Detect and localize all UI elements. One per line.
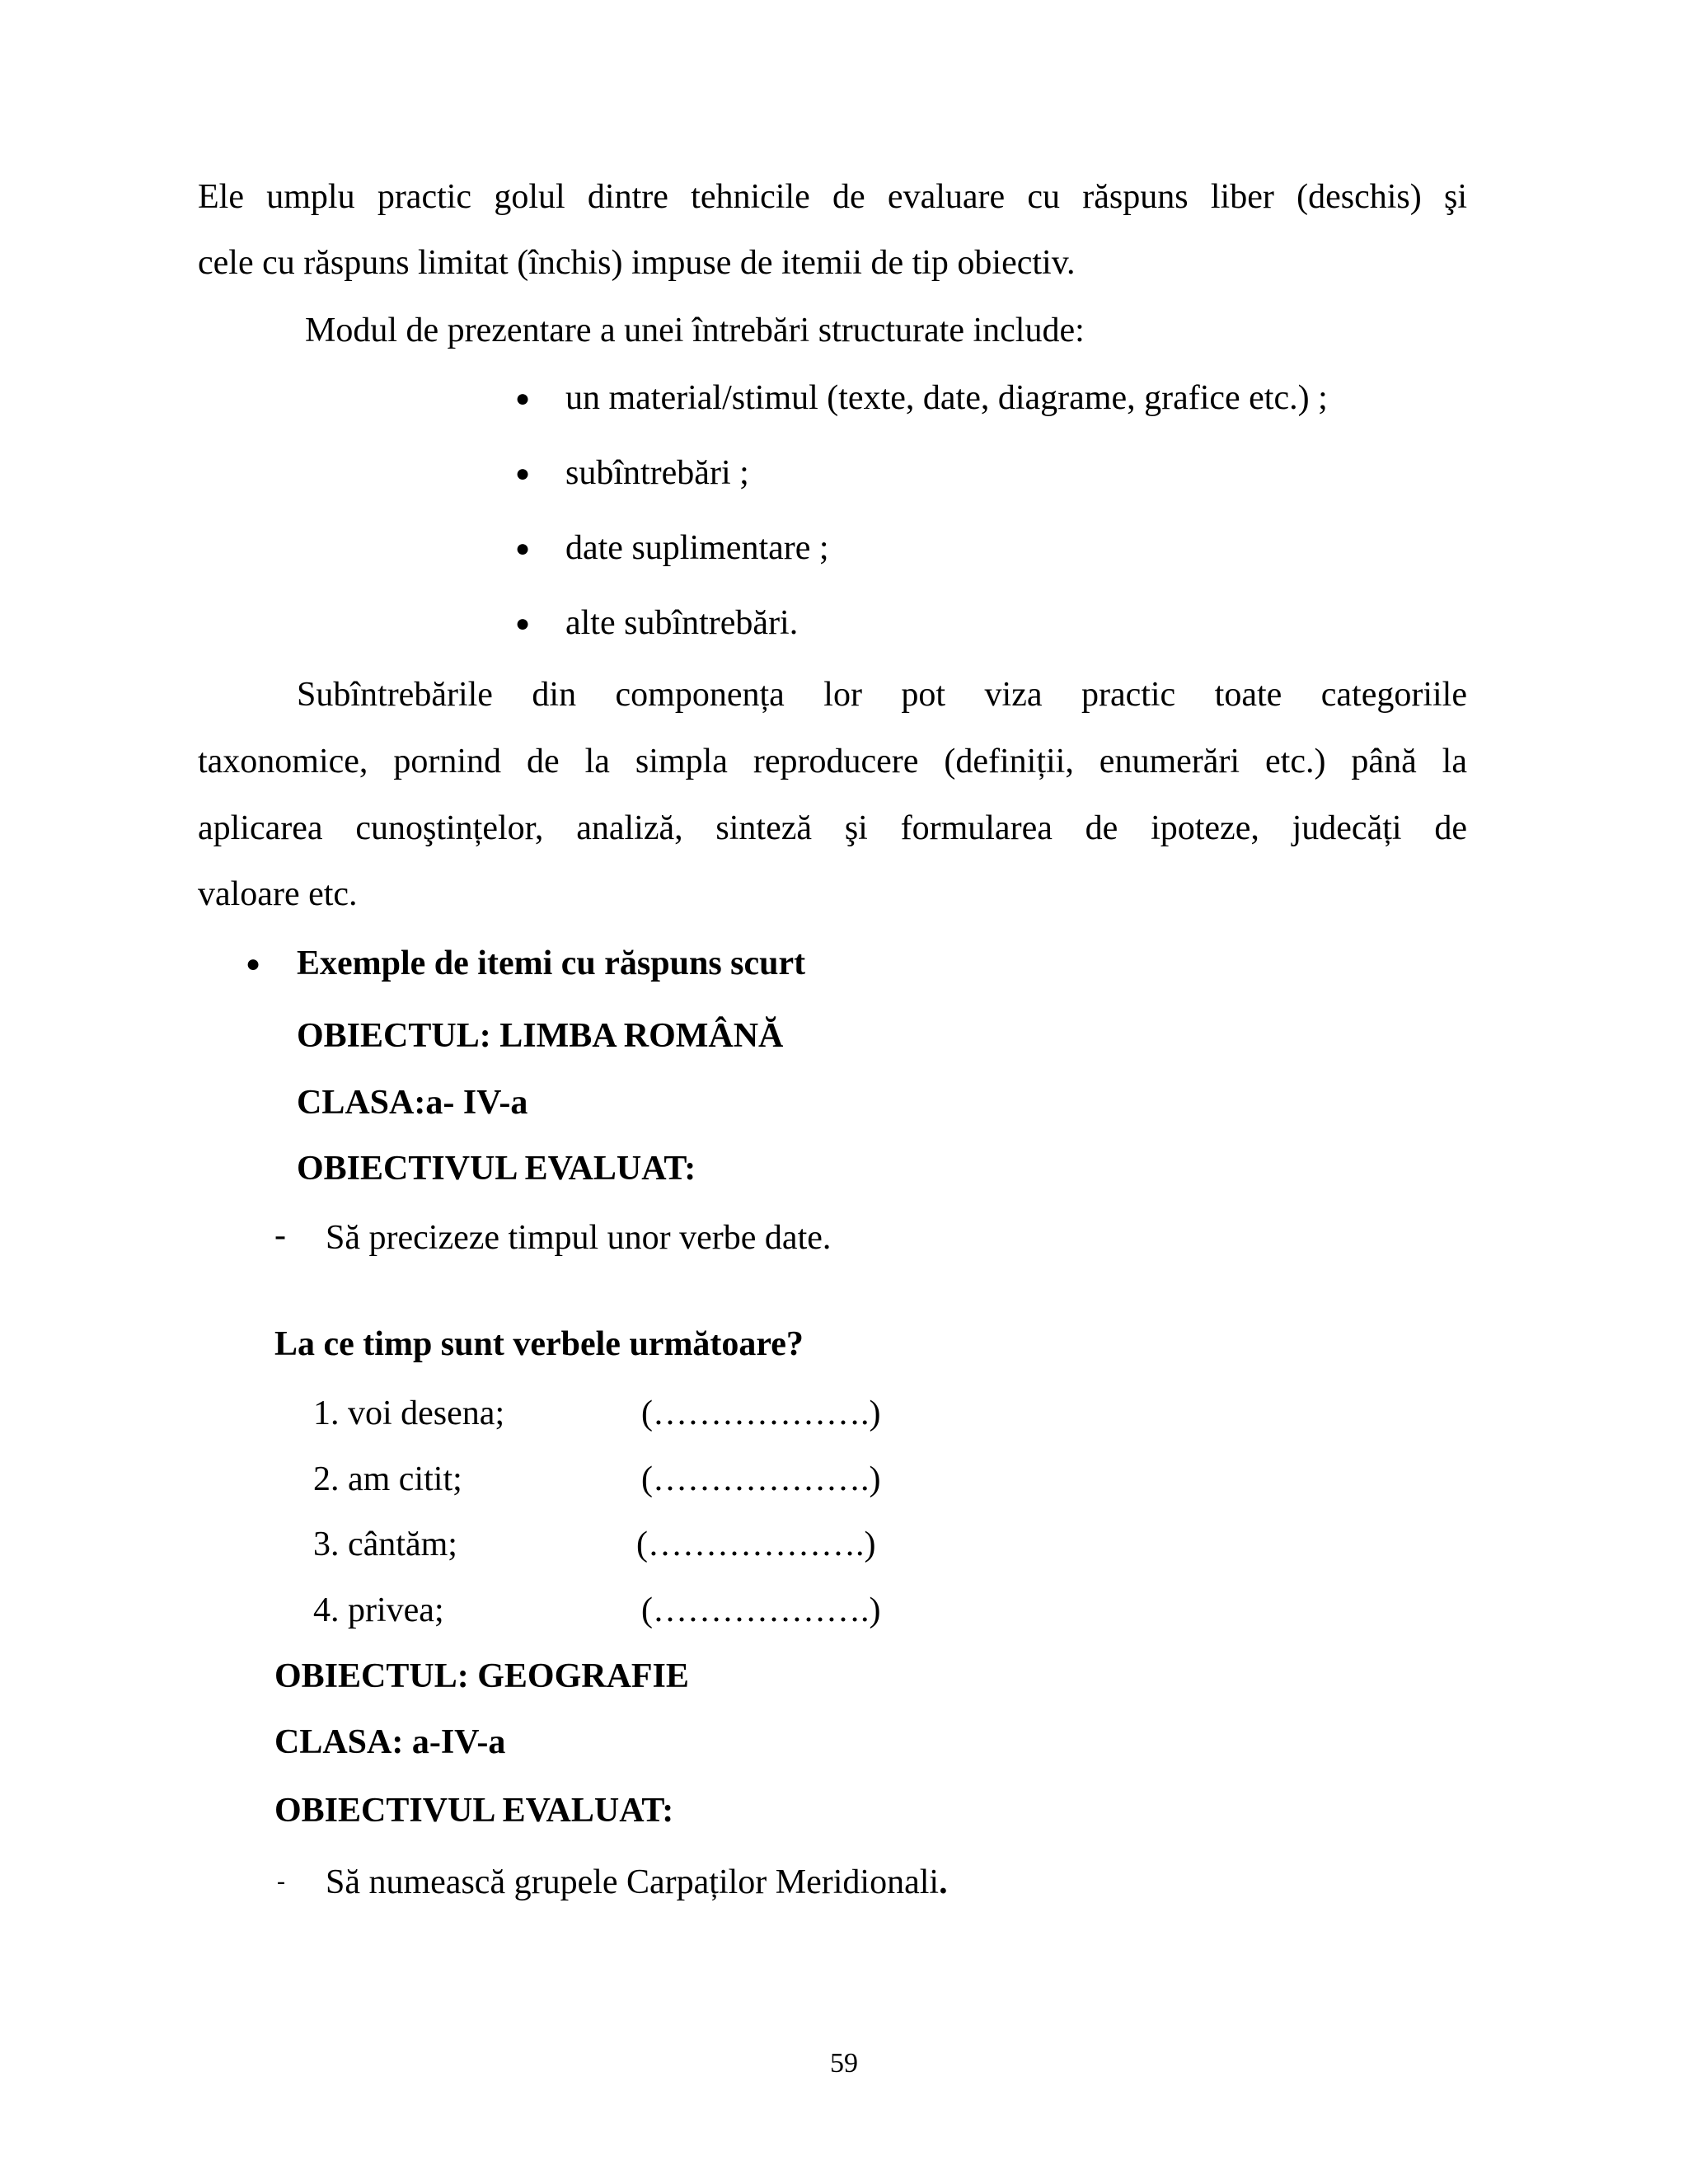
example1-subject: OBIECTUL: LIMBA ROMÂNĂ [297, 1017, 784, 1055]
example2-class: CLASA: a-IV-a [274, 1723, 506, 1761]
paragraph1-line2: cele cu răspuns limitat (închis) impuse de itemii de tip obiectiv. [198, 244, 1076, 282]
answer-blank: (……………….) [641, 1591, 881, 1629]
bullet-icon: ● [515, 535, 531, 562]
example2-objective [326, 1865, 948, 1900]
answer-blank: (……………….) [641, 1460, 881, 1498]
example2-objective-text: Să numească grupele Carpaților Meridionali [326, 1863, 940, 1901]
dash-marker: - [277, 1868, 285, 1895]
page-number: 59 [830, 2048, 858, 2079]
example2-objective-period: . [939, 1863, 948, 1901]
example1-question: La ce timp sunt verbele următoare? [274, 1325, 804, 1363]
answer-blank: (……………….) [641, 1394, 881, 1432]
example1-objective: Să precizeze timpul unor verbe date. [326, 1219, 832, 1257]
verb-item: 3. cântăm; [313, 1526, 457, 1563]
example1-class: CLASA:a- IV-a [297, 1084, 528, 1122]
example2-objective-label: OBIECTIVUL EVALUAT: [274, 1792, 674, 1830]
verb-item: 2. am citit; [313, 1460, 462, 1498]
paragraph2-line3: aplicarea cunoştințelor, analiză, sinteză şi formularea de ipoteze, judecăți de [198, 809, 1467, 847]
list-item: un material/stimul (texte, date, diagrame, grafice etc.) ; [565, 379, 1328, 417]
dash-marker: - [274, 1216, 286, 1254]
paragraph2-line1: Subîntrebările din componența lor pot viza practic toate categoriile [297, 676, 1467, 714]
section-title: Exemple de itemi cu răspuns scurt [297, 944, 806, 982]
list-item: date suplimentare ; [565, 529, 829, 567]
example2-subject: OBIECTUL: GEOGRAFIE [274, 1657, 689, 1695]
verb-item: 1. voi desena; [313, 1394, 505, 1432]
answer-blank: (……………….) [636, 1526, 876, 1563]
bullet-icon: ● [515, 460, 531, 487]
list-item: alte subîntrebări. [565, 604, 799, 642]
paragraph2-line4: valoare etc. [198, 875, 358, 913]
bullet-icon: ● [515, 610, 531, 637]
bullet-icon: ● [515, 385, 531, 412]
intro-sentence: Modul de prezentare a unei întrebări structurate include: [305, 312, 1085, 349]
paragraph2-line2: taxonomice, pornind de la simpla reproducere (definiții, enumerări etc.) până la [198, 743, 1467, 780]
example1-objective-label: OBIECTIVUL EVALUAT: [297, 1150, 696, 1188]
list-item: subîntrebări ; [565, 454, 749, 492]
bullet-icon: ● [246, 950, 261, 977]
paragraph1-line1: Ele umplu practic golul dintre tehnicile de evaluare cu răspuns liber (deschis) şi [198, 178, 1467, 216]
verb-item: 4. privea; [313, 1591, 444, 1629]
